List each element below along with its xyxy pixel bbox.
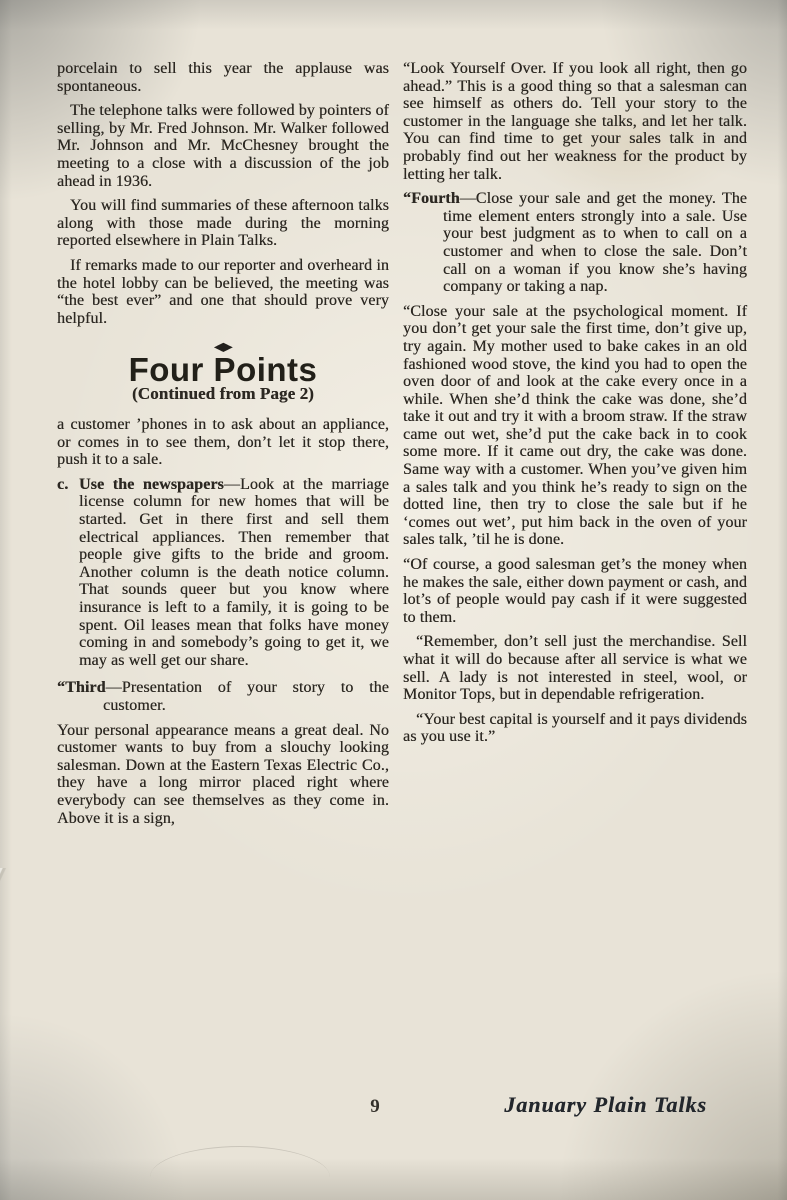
para-porcelain: porcelain to sell this year the applause was spontaneous. [57,60,389,95]
paper-crease [0,868,26,928]
para-customer-phones: a customer ’phones in to ask about an appliance, or comes in to see them, don’t let it stop there, push it to a sale. [57,416,389,469]
section-divider [57,338,389,357]
para-summaries: You will find summaries of these afternoon talks along with those made during the morning reported elsewhere in Plain Talks. [57,197,389,250]
para-personal-appearance: Your personal appearance means a great deal. No customer wants to buy from a slouchy looking salesman. Down at the Eastern Texas Electric Co., they have a long mirror placed right where everybody can see themselves as they come in. Above it is a sign, [57,721,389,827]
page-content [57,60,747,834]
left-column [57,60,389,834]
para-fourth-point [403,190,747,296]
list-item-c [57,476,389,670]
para-of-course: “Of course, a good salesman get’s the money when he makes the sale, either down payment or cash, and lot’s of people would pay cash if it were suggested to them. [403,556,747,626]
footer-page-number: 9 [370,1096,380,1117]
para-look-yourself-over: “Look Yourself Over. If you look all right, then go ahead.” This is a good thing so that a salesman can see himself as others do. Tell your story to the customer in the language she talks, and let her talk. You can find time to get your sales talk in and probably find out her weakness for the product by letting her talk. [403,60,747,183]
para-best-capital: “Your best capital is yourself and it pays dividends as you use it.” [403,710,747,746]
article-title: Four Points [128,350,318,388]
para-close-your-sale: “Close your sale at the psychological moment. If you don’t get your sale the first time, don’t give up, try again. My mother used to bake cakes in an old fashioned wood stove, the kind you had to open the oven door of and look at the cake every once in a while. When she’d think the cake was done, she’d take it out and try it with a broom straw. If the straw came out wet, she’d put the cake back in to cook some more. If it came out dry, the cake was done. Same way with a customer. When you’ve given him a sales talk and you think he’s ready to sign on the dotted line, then try to close the sale but if he ‘comes out wet’, put him back in the oven of your sales talk, ’til he is done. [403,302,747,549]
article-subtitle: (Continued from Page 2) [132,383,314,403]
footer-publication-title: January Plain Talks [504,1092,707,1117]
item-c-lead: Use the newspapers [79,475,224,493]
right-column [403,60,747,834]
para-third-point [57,679,389,714]
list-marker-c: c. [57,475,69,493]
fourth-lead: “Fourth [403,190,460,208]
para-remarks: If remarks made to our reporter and overheard in the hotel lobby can be believed, the meeting was “the best ever” and one that should prove very helpful. [57,256,389,327]
diamond-ornament-icon: ◆ [213,341,233,355]
third-lead: “Third [57,679,106,697]
third-text: —Presentation of your story to the customer. [103,679,389,714]
para-telephone-talks: The telephone talks were followed by pointers of selling, by Mr. Fred Johnson. Mr. Walker followed Mr. Johnson and Mr. McChesney brought the meeting to a close with a discussion of the job ahead in 1936. [57,102,389,190]
fourth-text: —Close your sale and get the money. The time element enters strongly into a sale. Use your best judgment as to when to call on a customer and when to close the sale. Don’t call on a woman if you know she’s having company or taking a nap. [443,190,747,296]
item-c-text: —Look at the marriage license column for new homes that will be started. Get in there first and sell them electrical appliances. Then remember that people give gifts to the bride and groom. Another column is the death notice column. That sounds queer but you know where insurance is left to a family, it is going to be spent. Oil leases mean that folks have money coming in and somebody’s going to get it, we may as well get our share. [79,475,389,669]
para-remember: “Remember, don’t sell just the merchandise. Sell what it will do because after all service is what we sell. A lady is not interested in steel, wool, or Monitor Tops, but in dependable refrigeration. [403,633,747,704]
paper-crease [150,1146,330,1177]
